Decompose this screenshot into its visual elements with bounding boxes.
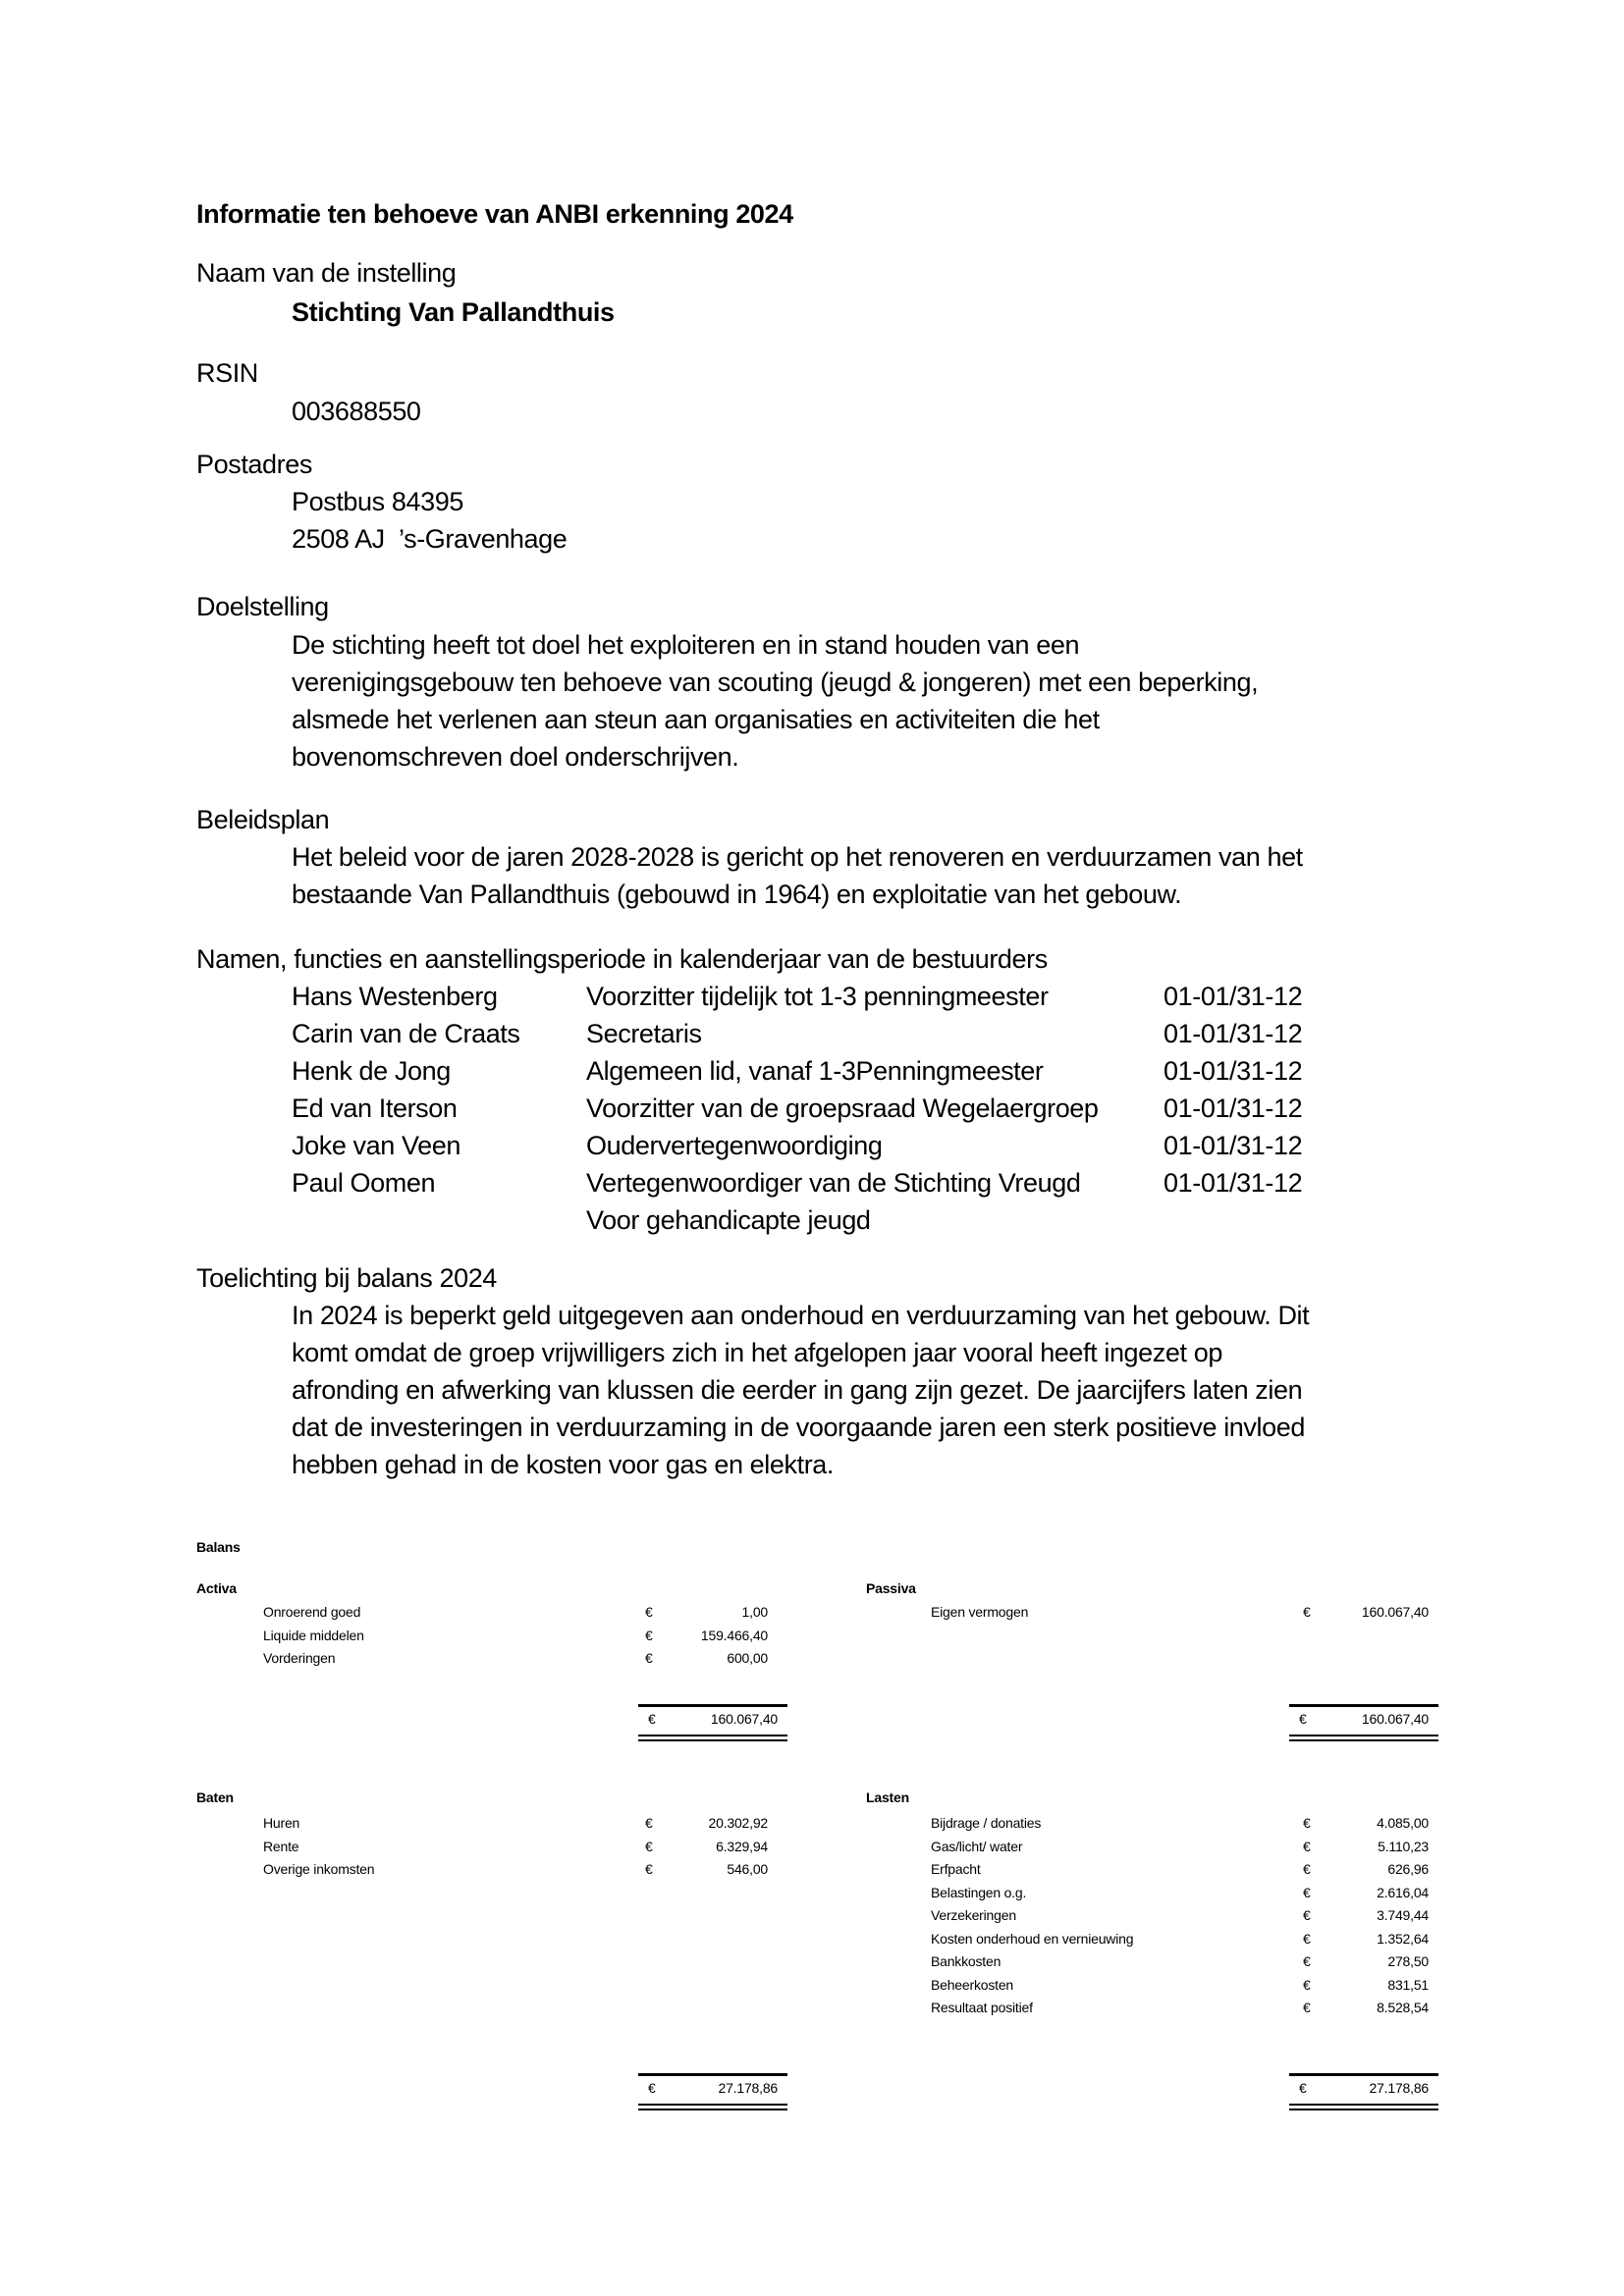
bestuurder-row xyxy=(292,978,1380,1015)
bestuurder-row xyxy=(292,1201,1380,1239)
bestuurder-name: Henk de Jong xyxy=(292,1056,451,1086)
balance-item-row xyxy=(263,1812,785,1836)
bestuurder-role: Voor gehandicapte jeugd xyxy=(586,1205,871,1235)
bestuurder-role: Secretaris xyxy=(586,1019,702,1048)
postadres-line: Postbus 84395 xyxy=(292,487,463,516)
passiva-label: Passiva xyxy=(866,1580,916,1596)
euro-symbol: € xyxy=(645,1861,653,1877)
euro-symbol: € xyxy=(1303,1930,1311,1947)
total-amount: 27.178,86 xyxy=(718,2080,778,2096)
bestuurder-row xyxy=(292,1127,1380,1164)
bestuurder-role: Voorzitter van de groepsraad Wegelaergroep xyxy=(586,1094,1099,1123)
bestuurders-table xyxy=(292,978,1380,1239)
balance-item-row xyxy=(263,1601,785,1625)
euro-symbol: € xyxy=(1303,1976,1311,1993)
bestuurder-name: Carin van de Craats xyxy=(292,1019,520,1048)
bestuurder-role: Oudervertegenwoordiging xyxy=(586,1131,883,1160)
postadres-lines xyxy=(292,483,567,558)
euro-symbol: € xyxy=(648,1711,656,1727)
item-label: Onroerend goed xyxy=(263,1604,361,1620)
item-label: Bankkosten xyxy=(931,1953,1001,1969)
euro-symbol: € xyxy=(1303,1953,1311,1969)
item-amount: 4.085,00 xyxy=(1377,1815,1429,1831)
toelichting-line: afronding en afwerking van klussen die eerder in gang zijn gezet. De jaarcijfers laten zien xyxy=(292,1375,1303,1405)
item-amount: 278,50 xyxy=(1387,1953,1429,1969)
item-label: Verzekeringen xyxy=(931,1907,1016,1923)
bestuurder-name: Hans Westenberg xyxy=(292,982,498,1011)
item-label: Rente xyxy=(263,1838,299,1854)
bestuurder-period: 01-01/31-12 xyxy=(1164,1168,1303,1198)
euro-symbol: € xyxy=(1303,1861,1311,1877)
item-label: Resultaat positief xyxy=(931,2000,1033,2015)
baten-total xyxy=(638,2073,787,2110)
item-amount: 159.466,40 xyxy=(700,1627,768,1643)
item-label: Bijdrage / donaties xyxy=(931,1815,1042,1831)
item-amount: 3.749,44 xyxy=(1377,1907,1429,1923)
passiva-total xyxy=(1289,1704,1438,1741)
euro-symbol: € xyxy=(1303,1907,1311,1923)
balance-item-row xyxy=(931,1812,1438,1836)
item-amount: 626,96 xyxy=(1387,1861,1429,1877)
euro-symbol: € xyxy=(1303,1838,1311,1854)
item-amount: 2.616,04 xyxy=(1377,1884,1429,1900)
bestuurder-name: Joke van Veen xyxy=(292,1131,460,1160)
item-amount: 831,51 xyxy=(1387,1976,1429,1993)
balance-item-row xyxy=(931,1950,1438,1974)
euro-symbol: € xyxy=(645,1604,653,1620)
bestuurder-role: Algemeen lid, vanaf 1-3Penningmeester xyxy=(586,1056,1044,1086)
beleidsplan-line: Het beleid voor de jaren 2028-2028 is gericht op het renoveren en verduurzamen van het xyxy=(292,842,1303,872)
bestuurder-row xyxy=(292,1015,1380,1052)
balance-item-row xyxy=(931,1858,1438,1882)
toelichting-paragraph xyxy=(292,1297,1309,1483)
passiva-items xyxy=(931,1601,1438,1625)
bestuurder-period: 01-01/31-12 xyxy=(1164,1019,1303,1048)
toelichting-label: Toelichting bij balans 2024 xyxy=(196,1263,497,1293)
bestuurder-row xyxy=(292,1052,1380,1090)
activa-total xyxy=(638,1704,787,1741)
euro-symbol: € xyxy=(645,1838,653,1854)
euro-symbol: € xyxy=(645,1627,653,1643)
balance-item-row xyxy=(931,1601,1438,1625)
item-amount: 546,00 xyxy=(727,1861,768,1877)
euro-symbol: € xyxy=(645,1650,653,1666)
item-amount: 5.110,23 xyxy=(1378,1838,1429,1854)
item-amount: 600,00 xyxy=(727,1650,768,1666)
bestuurder-name: Ed van Iterson xyxy=(292,1094,458,1123)
balance-item-row xyxy=(931,1836,1438,1859)
item-label: Liquide middelen xyxy=(263,1627,364,1643)
total-amount: 27.178,86 xyxy=(1369,2080,1429,2096)
bestuurder-period: 01-01/31-12 xyxy=(1164,1056,1303,1086)
activa-label: Activa xyxy=(196,1580,237,1596)
euro-symbol: € xyxy=(648,2080,656,2096)
euro-symbol: € xyxy=(1303,1815,1311,1831)
toelichting-line: hebben gehad in de kosten voor gas en elektra. xyxy=(292,1450,835,1479)
item-amount: 1.352,64 xyxy=(1377,1930,1429,1947)
item-label: Gas/licht/ water xyxy=(931,1838,1023,1854)
balance-item-row xyxy=(263,1647,785,1671)
item-label: Kosten onderhoud en vernieuwing xyxy=(931,1930,1134,1947)
doelstelling-line: De stichting heeft tot doel het exploiteren en in stand houden van een xyxy=(292,630,1080,660)
doelstelling-line: bovenomschreven doel onderschrijven. xyxy=(292,742,739,772)
bestuurders-label: Namen, functies en aanstellingsperiode in kalenderjaar van de bestuurders xyxy=(196,944,1048,974)
activa-items xyxy=(263,1601,785,1671)
item-label: Eigen vermogen xyxy=(931,1604,1029,1620)
balance-item-row xyxy=(263,1858,785,1882)
toelichting-line: komt omdat de groep vrijwilligers zich in het afgelopen jaar vooral heeft ingezet op xyxy=(292,1338,1222,1367)
balans-label: Balans xyxy=(196,1539,241,1555)
bestuurder-period: 01-01/31-12 xyxy=(1164,1131,1303,1160)
bestuurder-row xyxy=(292,1164,1380,1201)
item-amount: 8.528,54 xyxy=(1377,2000,1429,2015)
baten-label: Baten xyxy=(196,1789,234,1805)
postadres-label: Postadres xyxy=(196,450,312,479)
bestuurder-name: Paul Oomen xyxy=(292,1168,436,1198)
toelichting-line: dat de investeringen in verduurzaming in de voorgaande jaren een sterk positieve invloed xyxy=(292,1413,1305,1442)
balance-item-row xyxy=(931,1974,1438,1998)
lasten-items xyxy=(931,1812,1438,2020)
item-amount: 1,00 xyxy=(741,1604,768,1620)
item-label: Belastingen o.g. xyxy=(931,1884,1027,1900)
euro-symbol: € xyxy=(645,1815,653,1831)
euro-symbol: € xyxy=(1299,2080,1307,2096)
item-amount: 6.329,94 xyxy=(716,1838,768,1854)
balance-item-row xyxy=(263,1836,785,1859)
rsin-label: RSIN xyxy=(196,358,258,388)
doelstelling-line: alsmede het verlenen aan steun aan organisaties en activiteiten die het xyxy=(292,705,1100,734)
bestuurder-role: Vertegenwoordiger van de Stichting Vreugd xyxy=(586,1168,1081,1198)
bestuurder-name xyxy=(292,1201,586,1239)
balance-item-row xyxy=(263,1625,785,1648)
balance-item-row xyxy=(931,1997,1438,2020)
bestuurder-period: 01-01/31-12 xyxy=(1164,982,1303,1011)
toelichting-line: In 2024 is beperkt geld uitgegeven aan onderhoud en verduurzaming van het gebouw. Dit xyxy=(292,1301,1310,1330)
naam-label: Naam van de instelling xyxy=(196,258,457,288)
bestuurder-row xyxy=(292,1090,1380,1127)
doelstelling-label: Doelstelling xyxy=(196,592,329,621)
item-amount: 160.067,40 xyxy=(1361,1604,1429,1620)
baten-items xyxy=(263,1812,785,1882)
item-label: Huren xyxy=(263,1815,300,1831)
bestuurder-role: Voorzitter tijdelijk tot 1-3 penningmeester xyxy=(586,982,1049,1011)
balance-item-row xyxy=(931,1882,1438,1905)
total-amount: 160.067,40 xyxy=(1361,1711,1429,1727)
bestuurder-period: 01-01/31-12 xyxy=(1164,1094,1303,1123)
item-label: Beheerkosten xyxy=(931,1976,1013,1993)
lasten-total xyxy=(1289,2073,1438,2110)
doelstelling-line: verenigingsgebouw ten behoeve van scouting (jeugd & jongeren) met een beperking, xyxy=(292,667,1259,697)
bestuurder-period xyxy=(1164,1201,1380,1239)
balance-item-row xyxy=(931,1904,1438,1928)
euro-symbol: € xyxy=(1299,1711,1307,1727)
page-title: Informatie ten behoeve van ANBI erkenning 2024 xyxy=(196,199,793,229)
total-amount: 160.067,40 xyxy=(710,1711,778,1727)
beleidsplan-label: Beleidsplan xyxy=(196,805,330,834)
item-label: Erfpacht xyxy=(931,1861,981,1877)
beleidsplan-line: bestaande Van Pallandthuis (gebouwd in 1964) en exploitatie van het gebouw. xyxy=(292,880,1182,909)
item-amount: 20.302,92 xyxy=(708,1815,768,1831)
lasten-label: Lasten xyxy=(866,1789,909,1805)
postadres-line: 2508 AJ ’s-Gravenhage xyxy=(292,524,568,554)
item-label: Overige inkomsten xyxy=(263,1861,375,1877)
item-label: Vorderingen xyxy=(263,1650,336,1666)
balance-item-row xyxy=(931,1928,1438,1951)
euro-symbol: € xyxy=(1303,1604,1311,1620)
doelstelling-paragraph xyxy=(292,626,1258,775)
euro-symbol: € xyxy=(1303,1884,1311,1900)
euro-symbol: € xyxy=(1303,2000,1311,2015)
rsin-value: 003688550 xyxy=(292,397,421,426)
naam-value: Stichting Van Pallandthuis xyxy=(292,297,615,327)
beleidsplan-paragraph xyxy=(292,838,1303,913)
